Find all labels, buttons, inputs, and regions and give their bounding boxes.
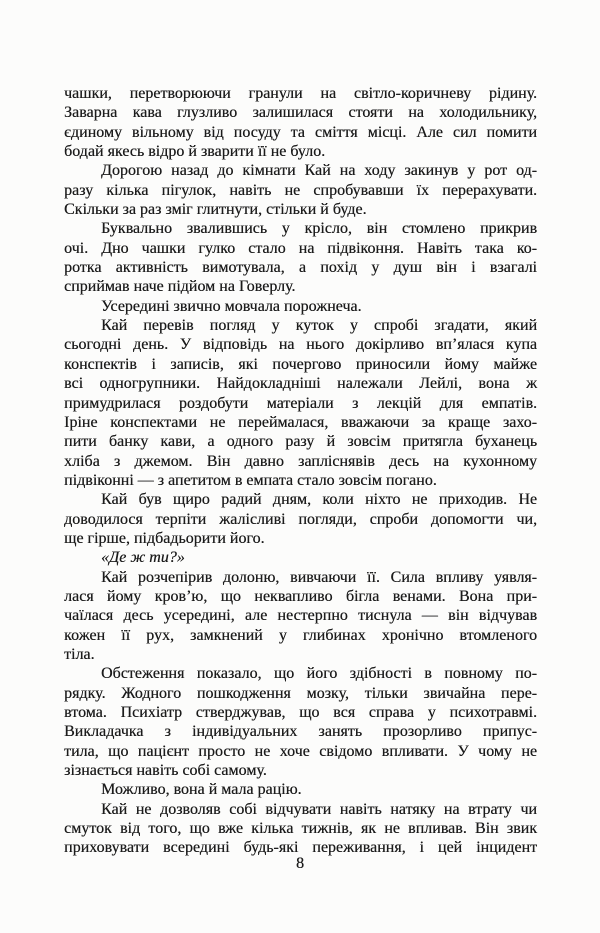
text-line: Кай розчепірив долоню, вивчаючи її. Сила впливу уявля- <box>101 568 537 586</box>
paragraph <box>64 219 537 296</box>
text-line: Заварна кава глузливо залишилася стояти на холодильнику, <box>64 104 537 122</box>
paragraph <box>64 664 537 780</box>
paragraph <box>64 161 537 219</box>
paragraph <box>64 800 537 858</box>
paragraph <box>64 490 537 548</box>
text-line: примудрилася роздобути матеріали з лекцій для емпатів. <box>64 394 537 412</box>
text-line: Буквально звалившись у крісло, він стомлено прикрив <box>101 220 537 238</box>
text-line: Дорогою назад до кімнати Кай на ходу закинув у рот од- <box>101 162 537 180</box>
text-line: очі. Дно чашки гулко стало на підвіконня. Навіть така ко- <box>64 239 537 257</box>
text-line: ротка активність вимотувала, а похід у душ він і взагалі <box>64 259 537 277</box>
text-line: єдиному вільному від посуду та сміття місці. Але сил помити <box>64 123 537 141</box>
text-block <box>64 84 537 858</box>
text-line: пити банку кави, а одного разу й зовсім притягла буханець <box>64 433 537 451</box>
text-line: тіла. <box>64 645 95 663</box>
text-line: разу кілька пігулок, навіть не спробувавши їх перерахувати. <box>64 181 537 199</box>
text-line: Кай перевів погляд у куток у спробі згадати, який <box>101 317 537 335</box>
text-line: зізнається навіть собі самому. <box>64 762 267 780</box>
page-number: 8 <box>296 855 304 872</box>
text-line: Кай не дозволяв собі відчувати навіть натяку на втрату чи <box>101 800 537 818</box>
paragraph <box>64 780 537 799</box>
text-line: чашки, перетворюючи гранули на світло-коричневу рідину. <box>64 85 537 102</box>
text-line: Усередині звично мовчала порожнеча. <box>101 297 362 315</box>
text-line: конспектів і записів, які почергово приносили йому майже <box>64 355 537 373</box>
text-line: Скільки за раз зміг глитнути, стільки й буде. <box>64 201 367 219</box>
text-line: всі одногрупники. Найдокладніші належали Лейлі, вона ж <box>64 375 537 393</box>
text-line: кожен її рух, замкнений у глибинах хронічно втомленого <box>64 626 537 644</box>
text-line: рядку. Жодного пошкодження мозку, тільки звичайна пере- <box>64 684 537 702</box>
text-line: доводилося терпіти жалісливі погляди, спроби допомогти чи, <box>64 510 537 528</box>
text-line: смуток від того, що вже кілька тижнів, як не впливав. Він звик <box>64 820 537 838</box>
text-line: приховувати всередині будь-які переживання, і цей інцидент <box>64 839 537 857</box>
paragraph <box>64 84 537 161</box>
text-line: бодай якесь відро й зварити її не було. <box>64 143 326 161</box>
text-line: Іріне конспектами не переймалася, вважаючи за краще захо- <box>64 413 537 431</box>
text-line: лася йому кров’ю, що неквапливо бігла венами. Вона при- <box>64 587 537 605</box>
paragraph <box>64 548 537 567</box>
text-line: хліба з джемом. Він давно запліснявів десь на кухонному <box>64 452 537 470</box>
text-line: Обстеження показало, що його здібності в повному по- <box>101 665 537 683</box>
paragraph <box>64 568 537 665</box>
text-line: «Де ж ти?» <box>101 549 185 567</box>
text-line: ще гірше, підбадьорити його. <box>64 529 265 547</box>
text-line: підвіконні — з апетитом в емпата стало зовсім погано. <box>64 471 437 489</box>
text-line: Кай був щиро радий дням, коли ніхто не приходив. Не <box>101 491 537 509</box>
paragraph <box>64 316 537 490</box>
text-line: сьогодні день. У відповідь на нього докірливо вп’ялася купа <box>64 336 537 354</box>
text-line: Можливо, вона й мала рацію. <box>101 781 302 799</box>
text-line: сприймав наче підйом на Говерлу. <box>64 278 296 296</box>
paragraph <box>64 297 537 316</box>
text-line: тила, що пацієнт просто не хоче свідомо впливати. У чому не <box>64 742 537 760</box>
text-line: Викладачка з індивідуальних занять прозорливо припус- <box>64 723 537 741</box>
text-line: чаїлася десь усередині, але нестерпно тиснула — він відчував <box>64 607 537 625</box>
text-line: втома. Психіатр стверджував, що вся справа у психотравмі. <box>64 704 537 721</box>
